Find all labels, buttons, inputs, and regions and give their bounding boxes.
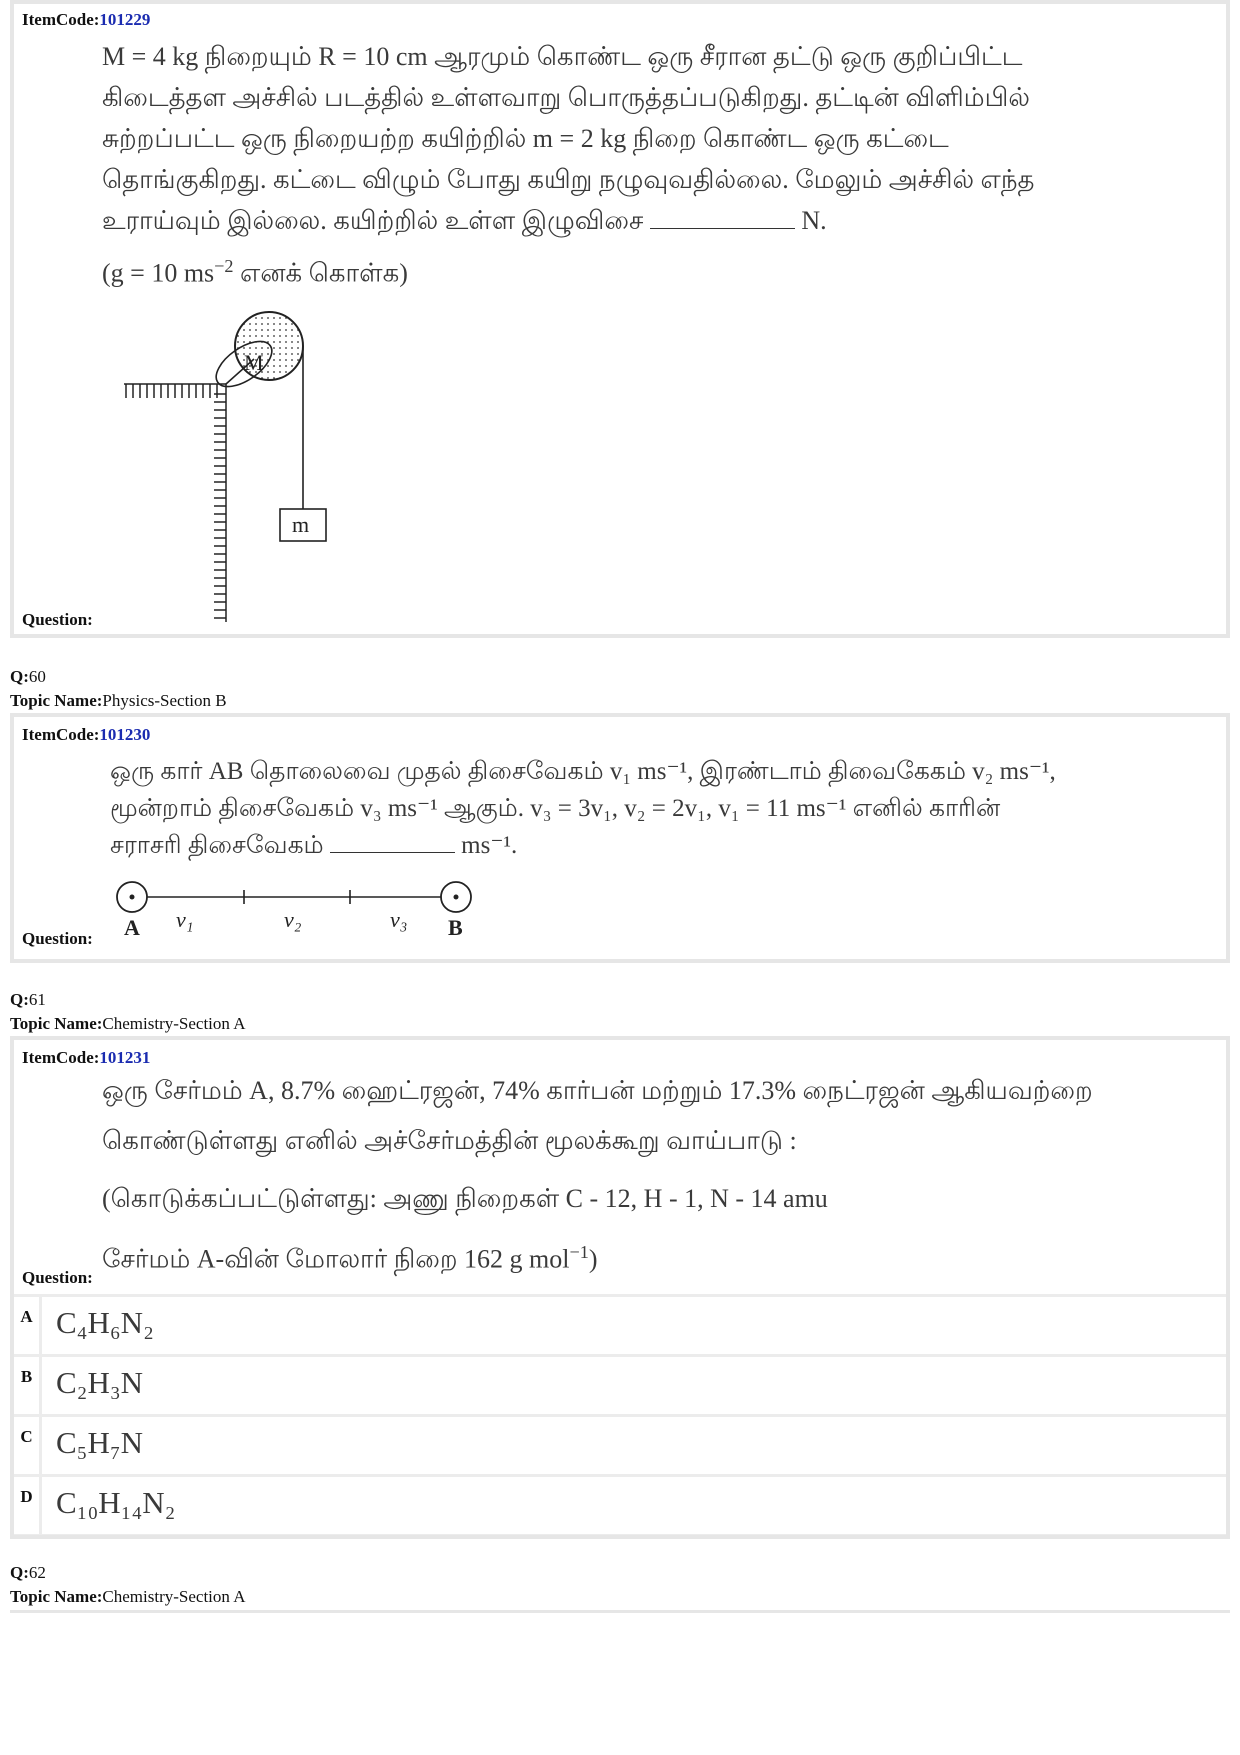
option-formula: C₅H₇N <box>56 1425 144 1460</box>
question-card-101230: ItemCode:101230 ஒரு கார் AB தொலைவை முதல் திசைவேகம் v₁ ms⁻¹, இரண்டாம் திவைகேகம் v₂ ms⁻¹, மூன்றாம் திசைவேகம் v₃ ms⁻¹ ஆகும். v₃ = 3v₁, v₂ = 2v₁, v₁ = 11 ms⁻¹ எனில் காரின் சராசரி திசைவேகம் ms⁻¹. A B v₁ v₂ v₃ Question: <box>10 713 1230 963</box>
option-a[interactable] <box>14 1294 1226 1354</box>
question-card-101231: ItemCode:101231 ஒரு சேர்மம் A, 8.7% ஹைட்ரஜன், 74% கார்பன் மற்றும் 17.3% நைட்ரஜன் ஆகியவற்றை கொண்டுள்ளது எனில் அச்சேர்மத்தின் மூலக்கூறு வாய்பாடு : (கொடுக்கப்பட்டுள்ளது: அணு நிறைகள் C - 12, H - 1, N - 14 amu சேர்மம் A-வின் மோலார் நிறை 162 g mol$^{-1}$) Question: <box>10 1036 1230 1294</box>
option-d[interactable] <box>14 1474 1226 1535</box>
option-letter: C <box>14 1417 42 1474</box>
topic-name: Topic Name:Chemistry-Section A <box>10 1014 246 1033</box>
block-mass-label: m <box>292 512 310 537</box>
v3-label: v₃ <box>390 907 408 932</box>
option-formula: C₄H₆N₂ <box>56 1305 154 1340</box>
item-code: ItemCode:101229 <box>22 10 151 29</box>
question-label: Question: <box>22 1268 93 1287</box>
v2-label: v₂ <box>284 907 302 932</box>
option-letter: B <box>14 1357 42 1414</box>
pulley-diagram <box>104 304 344 624</box>
question-label: Question: <box>22 610 93 629</box>
v1-label: v₁ <box>176 907 194 932</box>
option-letter: D <box>14 1477 42 1534</box>
point-a-label: A <box>124 915 140 940</box>
option-letter: A <box>14 1297 42 1354</box>
question-card-101229: ItemCode:101229 M = 4 kg நிறையும் R = 10 cm ஆரமும் கொண்ட ஒரு சீரான தட்டு ஒரு குறிப்பிட்ட கிடைத்தள அச்சில் படத்தில் உள்ளவாறு பொருத்தப்படுகிறது. தட்டின் விளிம்பில் சுற்றப்பட்ட ஒரு நிறையற்ற கயிற்றில் m = 2 kg நிறை கொண்ட ஒரு கட்டை தொங்குகிறது. கட்டை விழும் போது கயிறு நழுவுவதில்லை. மேலும் அச்சில் எந்த உராய்வும் இல்லை. கயிற்றில் உள்ள இழுவிசை N. (g = 10 $ms^{-2}$ எனக் கொள்க) M m Question: <box>10 0 1230 638</box>
card-divider <box>10 1610 1230 1613</box>
topic-name: Topic Name:Physics-Section B <box>10 691 227 710</box>
item-code: ItemCode:101231 <box>22 1048 151 1067</box>
option-c[interactable] <box>14 1414 1226 1474</box>
disc-mass-label: M <box>244 350 264 375</box>
question-label: Question: <box>22 929 93 948</box>
topic-name: Topic Name:Chemistry-Section A <box>10 1587 246 1606</box>
option-formula: C₁₀H₁₄N₂ <box>56 1485 176 1520</box>
option-formula: C₂H₃N <box>56 1365 144 1400</box>
point-b-label: B <box>448 915 463 940</box>
answer-options <box>10 1294 1230 1539</box>
option-b[interactable] <box>14 1354 1226 1414</box>
velocity-segment-diagram <box>114 877 494 947</box>
question-number: Q:61 <box>10 990 46 1009</box>
question-number: Q:62 <box>10 1563 46 1582</box>
question-number: Q:60 <box>10 667 46 686</box>
item-code: ItemCode:101230 <box>22 725 151 744</box>
